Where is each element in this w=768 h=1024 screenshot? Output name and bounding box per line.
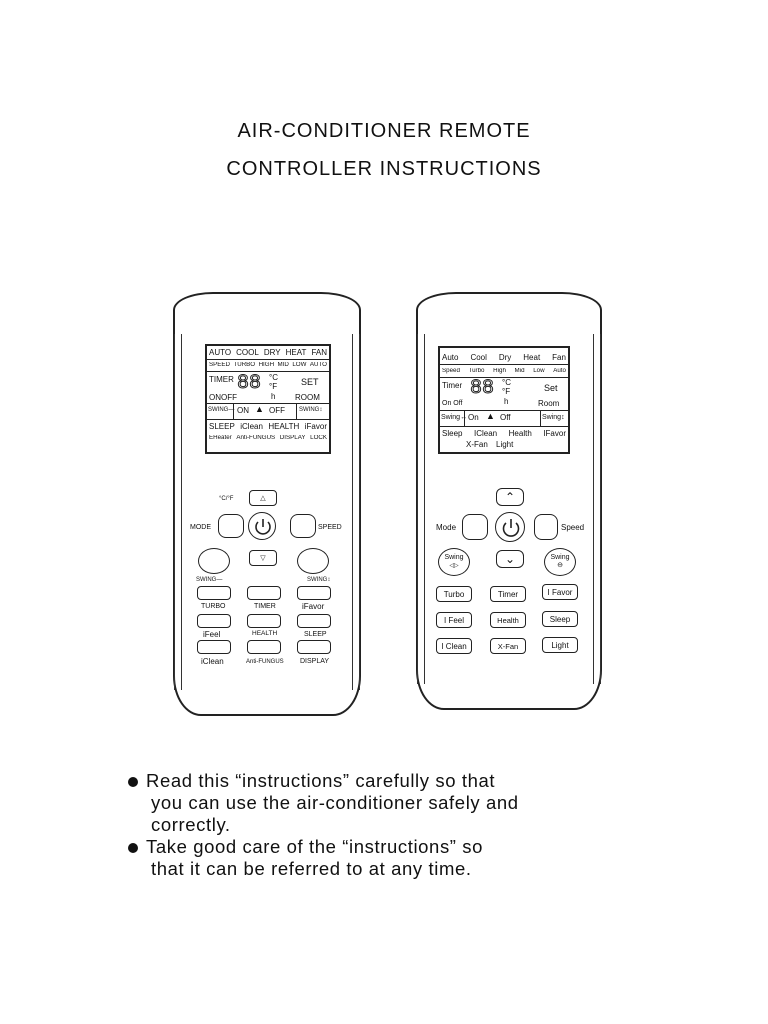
bullet-dot-icon bbox=[128, 843, 138, 853]
sleep-button[interactable] bbox=[297, 614, 331, 628]
lcd-speed-row bbox=[207, 362, 329, 368]
lcd-swing-row bbox=[207, 403, 329, 419]
lcd-digits: 88 bbox=[237, 372, 262, 395]
display-button[interactable] bbox=[297, 640, 331, 654]
lcd-ifavor: IFavor bbox=[543, 430, 566, 438]
lcd-swing-right: Swing↕ bbox=[542, 414, 565, 421]
lcd-display bbox=[205, 344, 331, 454]
lcd-unit-h: h bbox=[271, 392, 276, 401]
lcd-display: DISPLAY bbox=[279, 435, 306, 441]
ifeel-button[interactable] bbox=[436, 612, 472, 628]
instructions-notes bbox=[126, 770, 686, 880]
up-button[interactable] bbox=[496, 488, 524, 506]
mode-label: MODE bbox=[190, 524, 211, 531]
health-button[interactable] bbox=[247, 614, 281, 628]
remote-controller-a bbox=[173, 292, 361, 716]
lcd-sleep: SLEEP bbox=[209, 423, 235, 431]
swing-right-label: SWING↕ bbox=[307, 577, 331, 583]
sleep-button[interactable] bbox=[542, 611, 578, 627]
ifavor-button[interactable] bbox=[542, 584, 578, 600]
lcd-sleep: Sleep bbox=[442, 430, 463, 438]
note-1-line-1: Read this “instructions” carefully so that bbox=[146, 770, 496, 791]
power-button[interactable] bbox=[495, 512, 525, 542]
lcd-digits: 88 bbox=[470, 377, 495, 400]
sleep-label: Sleep bbox=[549, 614, 571, 624]
display-label: DISPLAY bbox=[300, 658, 330, 665]
lcd-eheater: EHeater bbox=[209, 435, 232, 441]
down-button[interactable] bbox=[496, 550, 524, 568]
lcd-onoff: On Off bbox=[442, 400, 463, 407]
lcd-swing-right: SWING↕ bbox=[299, 407, 323, 413]
lcd-unit-h: h bbox=[504, 397, 509, 406]
lcd-swing-left: Swing↔ bbox=[441, 414, 468, 421]
lcd-iclean: IClean bbox=[474, 430, 498, 438]
timer-label: TIMER bbox=[254, 603, 276, 610]
swing-vertical-button[interactable] bbox=[544, 548, 576, 576]
swing-vertical-button[interactable] bbox=[297, 548, 329, 574]
mode-label: Mode bbox=[436, 523, 457, 532]
ifeel-button[interactable] bbox=[197, 614, 231, 628]
lcd-speed-low: Low bbox=[533, 368, 545, 374]
swing-horizontal-icon: ◁▷ bbox=[449, 563, 459, 569]
lcd-speed-mid: MID bbox=[277, 362, 289, 368]
lcd-set: SET bbox=[301, 377, 319, 387]
remote-edge-left bbox=[417, 334, 425, 684]
bullet-dot-icon bbox=[128, 777, 138, 787]
health-button[interactable] bbox=[490, 612, 526, 628]
lcd-speed-label: SPEED bbox=[209, 362, 230, 368]
health-label: Health bbox=[497, 615, 519, 625]
antifungus-label: Anti-FUNGUS bbox=[246, 659, 284, 665]
light-label: Light bbox=[551, 640, 569, 650]
lcd-swing-row bbox=[440, 410, 568, 426]
lcd-off: Off bbox=[500, 413, 511, 422]
lcd-room: ROOM bbox=[295, 393, 320, 402]
lcd-mode-dry: Dry bbox=[498, 354, 512, 362]
lcd-mode-heat: Heat bbox=[523, 354, 541, 362]
lcd-feature-row-2 bbox=[207, 435, 329, 441]
iclean-button[interactable] bbox=[436, 638, 472, 654]
iclean-button[interactable] bbox=[197, 640, 231, 654]
lcd-antifungus: Anti-FUNGUS bbox=[236, 435, 276, 441]
remote-edge-right bbox=[593, 334, 601, 684]
lcd-mode-heat: HEAT bbox=[285, 349, 307, 357]
lcd-speed-turbo: TURBO bbox=[233, 362, 256, 368]
ifavor-button[interactable] bbox=[297, 586, 331, 600]
lcd-mode-cool: COOL bbox=[236, 349, 259, 357]
lcd-display bbox=[438, 346, 570, 454]
power-icon bbox=[496, 513, 526, 543]
lcd-speed-turbo: Turbo bbox=[468, 368, 485, 374]
ifavor-label: I Favor bbox=[547, 587, 573, 597]
timer-label: Timer bbox=[497, 589, 519, 599]
lcd-speed-label: Speed bbox=[442, 368, 460, 374]
health-label: HEALTH bbox=[252, 630, 278, 637]
lcd-feature-row-1 bbox=[440, 430, 568, 438]
down-chevron-icon: ⌄ bbox=[504, 552, 516, 566]
note-item bbox=[126, 836, 686, 880]
turbo-button[interactable] bbox=[436, 586, 472, 602]
lcd-mode-cool: Cool bbox=[470, 354, 487, 362]
note-2-line-1: Take good care of the “instructions” so bbox=[146, 836, 484, 857]
mode-button[interactable] bbox=[462, 514, 488, 540]
note-1-line-2: you can use the air-conditioner safely and bbox=[151, 792, 519, 813]
lcd-speed-mid: Mid bbox=[514, 368, 525, 374]
turbo-label: TURBO bbox=[201, 603, 226, 610]
remote-edge-left bbox=[174, 334, 182, 690]
lcd-health: HEALTH bbox=[268, 423, 300, 431]
lcd-feature-row-1 bbox=[207, 423, 329, 431]
speed-button[interactable] bbox=[534, 514, 558, 540]
iclean-label: I Clean bbox=[441, 641, 467, 651]
light-button[interactable] bbox=[542, 637, 578, 653]
ifeel-label: I Feel bbox=[443, 615, 464, 625]
iclean-label: iClean bbox=[201, 657, 224, 666]
lcd-mode-auto: AUTO bbox=[209, 349, 232, 357]
lcd-set: Set bbox=[544, 383, 558, 393]
lcd-speed-auto: Auto bbox=[553, 368, 566, 374]
lcd-timer: TIMER bbox=[209, 375, 234, 384]
remote-controller-b bbox=[416, 292, 602, 710]
remote-edge-right bbox=[352, 334, 360, 690]
up-arrow-icon: △ bbox=[260, 495, 266, 502]
speed-label: Speed bbox=[561, 523, 585, 532]
down-button[interactable] bbox=[249, 550, 277, 566]
lcd-mode-dry: DRY bbox=[263, 349, 281, 357]
sleep-label: SLEEP bbox=[304, 631, 327, 638]
lcd-off: OFF bbox=[269, 406, 285, 415]
lcd-speed-auto: AUTO bbox=[309, 362, 327, 368]
lcd-fan-icon: ▲ bbox=[486, 411, 495, 421]
lcd-mode-row bbox=[207, 349, 329, 357]
cf-label: °C/°F bbox=[219, 496, 234, 502]
lcd-speed-low: LOW bbox=[292, 362, 307, 368]
up-button[interactable] bbox=[249, 490, 277, 506]
turbo-button[interactable] bbox=[197, 586, 231, 600]
power-button[interactable] bbox=[248, 512, 276, 540]
lcd-mode-fan: Fan bbox=[552, 354, 566, 362]
lcd-swing-left: SWING— bbox=[208, 407, 235, 413]
note-1-line-3: correctly. bbox=[151, 814, 231, 835]
speed-button[interactable] bbox=[290, 514, 316, 538]
lcd-unit-c: °C bbox=[269, 373, 278, 382]
power-icon bbox=[249, 513, 277, 541]
swing-right-label: Swing bbox=[550, 554, 570, 561]
lcd-unit-c: °C bbox=[502, 378, 511, 387]
lcd-onoff: ONOFF bbox=[209, 393, 237, 402]
note-item bbox=[126, 770, 686, 836]
swing-left-label: Swing bbox=[444, 554, 464, 561]
lcd-on: On bbox=[468, 413, 479, 422]
lcd-fan-icon: ▲ bbox=[255, 404, 264, 414]
lcd-lock: LOCK bbox=[310, 435, 327, 441]
timer-button[interactable] bbox=[490, 586, 526, 602]
ifavor-label: iFavor bbox=[302, 602, 325, 611]
lcd-light: Light bbox=[496, 440, 514, 449]
turbo-label: Turbo bbox=[443, 589, 465, 599]
lcd-ifavor: iFavor bbox=[304, 423, 327, 431]
lcd-mode-row bbox=[440, 354, 568, 362]
down-arrow-icon: ▽ bbox=[260, 555, 266, 562]
page-title-line-1: AIR-CONDITIONER REMOTE bbox=[237, 120, 531, 142]
lcd-timer: Timer bbox=[442, 381, 463, 390]
lcd-speed-high: High bbox=[493, 368, 506, 374]
lcd-speed-high: HIGH bbox=[258, 362, 275, 368]
note-2-line-2: that it can be referred to at any time. bbox=[151, 858, 472, 879]
lcd-unit-f: °F bbox=[502, 387, 511, 396]
page-title-line-2: CONTROLLER INSTRUCTIONS bbox=[226, 158, 542, 180]
lcd-speed-row bbox=[440, 368, 568, 374]
lcd-iclean: iClean bbox=[240, 423, 263, 431]
lcd-xfan: X-Fan bbox=[466, 440, 488, 449]
lcd-room: Room bbox=[538, 399, 560, 408]
lcd-health: Health bbox=[508, 430, 532, 438]
swing-horizontal-button[interactable] bbox=[438, 548, 470, 576]
cf-mode-button[interactable] bbox=[218, 514, 244, 538]
timer-button[interactable] bbox=[247, 586, 281, 600]
lcd-unit-f: °F bbox=[269, 382, 278, 391]
swing-horizontal-button[interactable] bbox=[198, 548, 230, 574]
lcd-mode-fan: FAN bbox=[311, 349, 327, 357]
up-chevron-icon: ⌃ bbox=[504, 490, 516, 504]
swing-left-label: SWING— bbox=[196, 577, 223, 583]
speed-label: SPEED bbox=[318, 524, 342, 531]
lcd-on: ON bbox=[237, 406, 249, 415]
swing-vertical-icon: ⊖ bbox=[557, 562, 563, 569]
xfan-button[interactable] bbox=[490, 638, 526, 654]
ifeel-label: iFeel bbox=[203, 630, 221, 639]
lcd-mode-auto: Auto bbox=[442, 354, 459, 362]
xfan-label: X-Fan bbox=[497, 641, 519, 651]
antifungus-button[interactable] bbox=[247, 640, 281, 654]
